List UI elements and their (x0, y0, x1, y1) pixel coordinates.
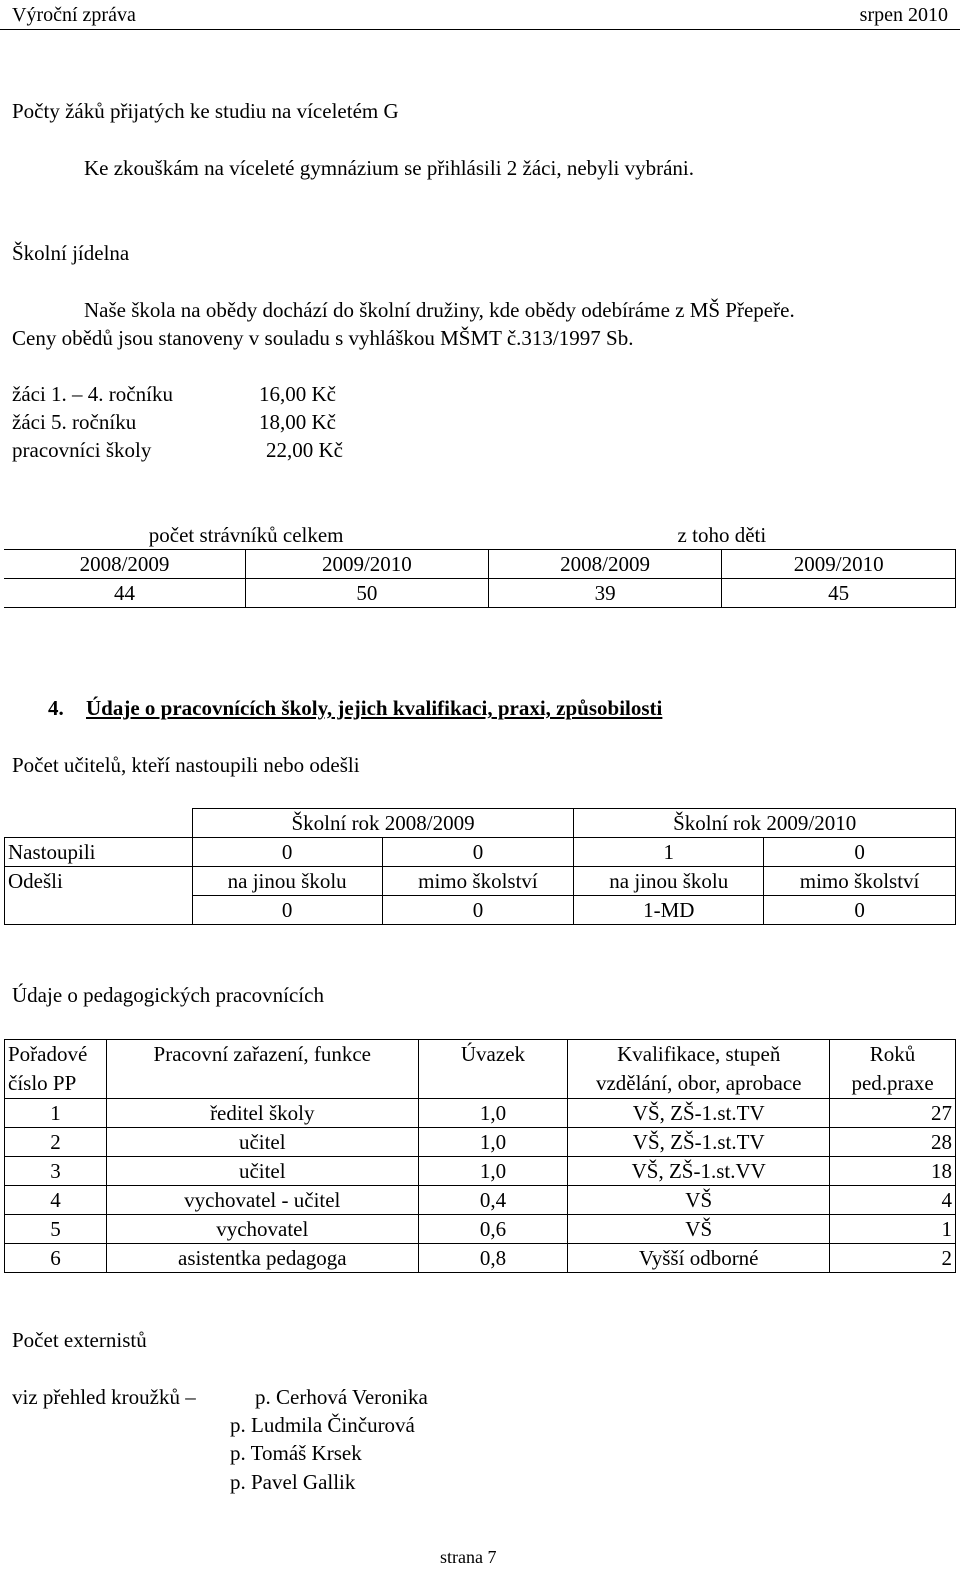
left-value-3: 1-MD (574, 896, 764, 925)
ped-cell-years: 4 (830, 1186, 956, 1215)
externists-heading: Počet externistů (12, 1328, 147, 1352)
price-value-1: 16,00 Kč (259, 382, 336, 406)
ped-rows (5, 1099, 956, 1273)
ped-row (5, 1215, 956, 1244)
teachers-heading: Počet učitelů, kteří nastoupili nebo odešli (12, 753, 360, 777)
ped-cell-years: 18 (830, 1157, 956, 1186)
price-value-2: 18,00 Kč (259, 410, 336, 434)
externist-1: p. Cerhová Veronika (255, 1385, 428, 1409)
header-title: Výroční zpráva (12, 4, 136, 26)
left-type-4: mimo školství (764, 867, 956, 896)
ped-header-position: Pracovní zařazení, funkce (106, 1040, 418, 1099)
ped-cell-qualification: Vyšší odborné (568, 1244, 830, 1273)
admissions-heading: Počty žáků přijatých ke studiu na víceletém G (12, 99, 399, 123)
ped-cell-number: 6 (5, 1244, 107, 1273)
joined-value-3: 1 (574, 838, 764, 867)
ped-cell-qualification: VŠ, ZŠ-1.st.TV (568, 1099, 830, 1128)
ped-header-qual-a: Kvalifikace, stupeň (617, 1042, 781, 1066)
ped-cell-qualification: VŠ, ZŠ-1.st.VV (568, 1157, 830, 1186)
header-rule (0, 29, 960, 30)
ped-cell-qualification: VŠ (568, 1215, 830, 1244)
ped-row (5, 1157, 956, 1186)
externists-lead: viz přehled kroužků – (12, 1385, 196, 1409)
left-type-2: mimo školství (382, 867, 574, 896)
section-number: 4. (48, 696, 64, 720)
ped-cell-years: 1 (830, 1215, 956, 1244)
canteen-value-2: 50 (245, 579, 488, 608)
ped-cell-position: vychovatel - učitel (106, 1186, 418, 1215)
ped-header-years (830, 1040, 956, 1099)
externist-3: p. Tomáš Krsek (230, 1441, 362, 1465)
ped-cell-position: učitel (106, 1128, 418, 1157)
externist-4: p. Pavel Gallik (230, 1470, 356, 1494)
price-label-3: pracovníci školy (12, 438, 152, 462)
ped-cell-position: asistentka pedagoga (106, 1244, 418, 1273)
admissions-text: Ke zkouškám na víceleté gymnázium se přihlásili 2 žáci, nebyli vybráni. (84, 156, 694, 180)
left-type-3: na jinou školu (574, 867, 764, 896)
ped-cell-number: 1 (5, 1099, 107, 1128)
ped-cell-position: učitel (106, 1157, 418, 1186)
teachers-year-1: Školní rok 2008/2009 (192, 809, 574, 838)
ped-header-number (5, 1040, 107, 1099)
ped-cell-load: 0,4 (418, 1186, 568, 1215)
left-type-1: na jinou školu (192, 867, 382, 896)
ped-cell-number: 2 (5, 1128, 107, 1157)
ped-header-qual-b: vzdělání, obor, aprobace (595, 1071, 802, 1095)
ped-row (5, 1244, 956, 1273)
canteen-year-2: 2009/2010 (245, 550, 488, 579)
teachers-table (4, 808, 956, 925)
ped-cell-years: 2 (830, 1244, 956, 1273)
ped-cell-number: 4 (5, 1186, 107, 1215)
joined-value-1: 0 (192, 838, 382, 867)
row-left-label: Odešli (5, 867, 193, 896)
row-joined-label: Nastoupili (5, 838, 193, 867)
ped-cell-load: 1,0 (418, 1099, 568, 1128)
ped-header-qualification (568, 1040, 830, 1099)
section-title: Údaje o pracovnících školy, jejich kvalifikaci, praxi, způsobilosti (86, 696, 663, 720)
ped-cell-load: 1,0 (418, 1157, 568, 1186)
ped-row (5, 1186, 956, 1215)
left-value-2: 0 (382, 896, 574, 925)
teachers-year-2: Školní rok 2009/2010 (574, 809, 956, 838)
canteen-year-4: 2009/2010 (722, 550, 956, 579)
canteen-line2: Ceny obědů jsou stanoveny v souladu s vyhláškou MŠMT č.313/1997 Sb. (12, 326, 634, 350)
canteen-line1: Naše škola na obědy dochází do školní družiny, kde obědy odebíráme z MŠ Přepeře. (84, 298, 795, 322)
canteen-group-total: počet strávníků celkem (4, 521, 488, 550)
page-number: strana 7 (440, 1547, 497, 1567)
price-value-3: 22,00 Kč (266, 438, 343, 462)
ped-cell-number: 5 (5, 1215, 107, 1244)
canteen-value-1: 44 (4, 579, 245, 608)
canteen-table (4, 521, 956, 608)
ped-row (5, 1128, 956, 1157)
ped-cell-qualification: VŠ, ZŠ-1.st.TV (568, 1128, 830, 1157)
ped-cell-years: 27 (830, 1099, 956, 1128)
ped-header-number-a: Pořadové (8, 1042, 88, 1066)
ped-cell-position: vychovatel (106, 1215, 418, 1244)
left-value-1: 0 (192, 896, 382, 925)
ped-table (4, 1039, 956, 1273)
ped-cell-qualification: VŠ (568, 1186, 830, 1215)
joined-value-4: 0 (764, 838, 956, 867)
ped-cell-position: ředitel školy (106, 1099, 418, 1128)
joined-value-2: 0 (382, 838, 574, 867)
canteen-year-1: 2008/2009 (4, 550, 245, 579)
ped-row (5, 1099, 956, 1128)
ped-cell-years: 28 (830, 1128, 956, 1157)
ped-cell-load: 1,0 (418, 1128, 568, 1157)
ped-cell-load: 0,8 (418, 1244, 568, 1273)
ped-header-years-b: ped.praxe (851, 1071, 934, 1095)
price-label-2: žáci 5. ročníku (12, 410, 137, 434)
canteen-group-children: z toho děti (488, 521, 955, 550)
canteen-year-3: 2008/2009 (488, 550, 722, 579)
left-value-4: 0 (764, 896, 956, 925)
ped-cell-number: 3 (5, 1157, 107, 1186)
ped-header-years-a: Roků (869, 1042, 916, 1066)
ped-heading: Údaje o pedagogických pracovnících (12, 983, 324, 1007)
ped-header-number-b: číslo PP (8, 1071, 77, 1095)
header-date: srpen 2010 (859, 4, 948, 26)
canteen-value-4: 45 (722, 579, 956, 608)
ped-header-load: Úvazek (418, 1040, 568, 1099)
price-label-1: žáci 1. – 4. ročníku (12, 382, 173, 406)
externist-2: p. Ludmila Činčurová (230, 1413, 415, 1437)
canteen-value-3: 39 (488, 579, 722, 608)
canteen-heading: Školní jídelna (12, 241, 130, 265)
ped-cell-load: 0,6 (418, 1215, 568, 1244)
